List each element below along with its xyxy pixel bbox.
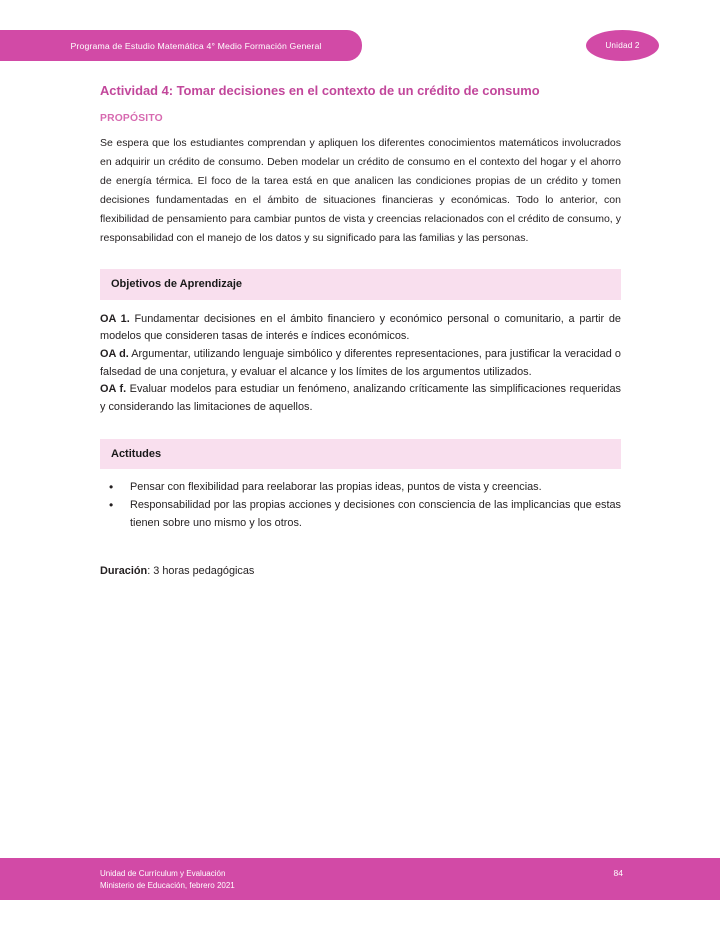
header-banner-label: Programa de Estudio Matemática 4° Medio Formación General <box>70 40 322 51</box>
duracion-value: : 3 horas pedagógicas <box>147 564 255 577</box>
unit-badge-label: Unidad 2 <box>605 41 640 50</box>
objetivo-item <box>100 311 621 346</box>
header-banner <box>0 30 362 61</box>
actitud-text: Responsabilidad por las propias acciones y decisiones con consciencia de las implicancias que estas tienen sobre uno mismo y los otros. <box>130 499 621 529</box>
footer-text <box>100 868 235 893</box>
objetivo-text: Fundamentar decisiones en el ámbito financiero y económico personal o comunitario, a partir de modelos que consideren tasas de interés e índices económicos. <box>100 312 621 343</box>
list-item <box>100 497 621 532</box>
main-content <box>100 83 621 579</box>
proposito-paragraph: Se espera que los estudiantes comprendan y apliquen los diferentes conocimientos matemáticos involucrados en adquirir un crédito de consumo. Deben modelar un crédito de consumo en el contexto del hogar y el ahorro de energía térmica. El foco de la tarea está en que analicen las condiciones propias de un crédito y tomen decisiones fundamentadas en el ámbito de situaciones financieras y económicas. Todo lo anterior, con flexibilidad de pensamiento para cambiar puntos de vista y creencias relacionados con el crédito de consumo, y responsabilidad con el manejo de los datos y su significado para las familias y las personas. <box>100 137 621 244</box>
objetivos-section-title: Objetivos de Aprendizaje <box>111 278 243 291</box>
objetivo-item <box>100 381 621 416</box>
objetivo-item <box>100 346 621 381</box>
bullet-icon: • <box>109 479 114 494</box>
actitudes-section-title: Actitudes <box>111 447 162 460</box>
actitudes-section-header <box>100 439 621 469</box>
objetivo-code: OA f. <box>100 383 127 396</box>
duracion-label: Duración <box>100 564 148 577</box>
actitud-text: Pensar con flexibilidad para reelaborar las propias ideas, puntos de vista y creencias. <box>130 480 542 493</box>
page-number: 84 <box>613 868 623 878</box>
objetivo-code: OA 1. <box>100 312 130 325</box>
duracion-line <box>100 563 621 579</box>
footer-line-1: Unidad de Currículum y Evaluación <box>100 869 226 878</box>
unit-badge <box>586 30 659 61</box>
activity-title: Actividad 4: Tomar decisiones en el contexto de un crédito de consumo <box>100 83 540 98</box>
bullet-icon: • <box>109 498 114 513</box>
proposito-heading: PROPÓSITO <box>100 113 163 125</box>
list-item <box>100 479 621 497</box>
objetivo-text: Argumentar, utilizando lenguaje simbólico y diferentes representaciones, para justificar la veracidad o falsedad de una conjetura, y evaluar el alcance y los límites de los argumentos utilizados. <box>100 347 621 378</box>
objetivo-code: OA d. <box>100 347 129 360</box>
actitudes-list <box>100 479 621 533</box>
footer-banner <box>0 858 720 900</box>
footer-line-2: Ministerio de Educación, febrero 2021 <box>100 881 235 891</box>
objetivos-section-header <box>100 269 621 299</box>
objetivo-text: Evaluar modelos para estudiar un fenómeno, analizando críticamente las simplificaciones requeridas y considerando las limitaciones de aquellos. <box>100 383 621 413</box>
objetivos-list <box>100 311 621 417</box>
